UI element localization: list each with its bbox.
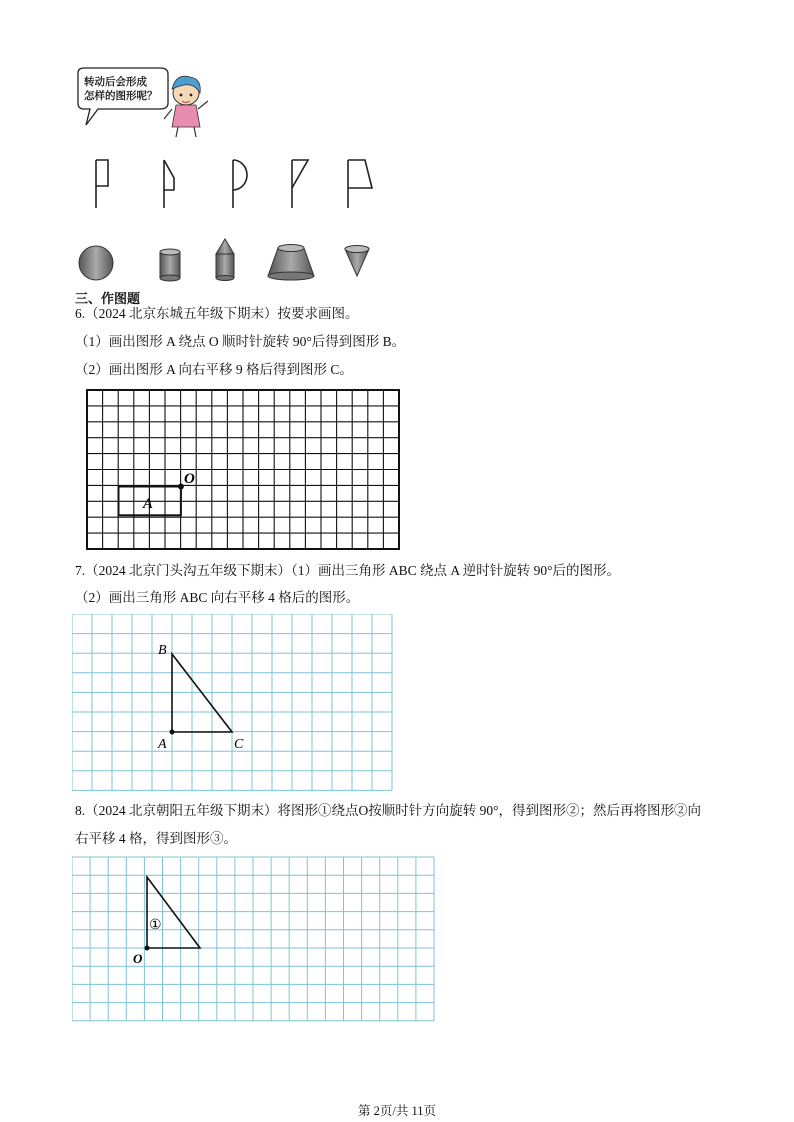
page-footer: 第 2页/共 11页: [357, 1104, 436, 1118]
sphere-icon: [79, 246, 113, 280]
inverted-cone-icon: [345, 246, 369, 277]
flag-triangle-rect-shape: [164, 160, 174, 208]
q8-point-O: [145, 946, 150, 951]
q6-point-O: [178, 484, 184, 490]
rotation-flag-shapes: [80, 150, 390, 215]
bubble-line-2: 怎样的图形呢？: [84, 90, 158, 102]
girl-character-icon: [164, 76, 208, 137]
q6-grid-figure: [84, 386, 404, 556]
rotation-solid-shapes: [72, 236, 392, 286]
cylinder-icon: [160, 249, 180, 281]
q6-part2: （2）画出图形 A 向右平移 9 格后得到图形 C。: [75, 362, 353, 377]
q8-part2: 右平移 4 格，得到图形③。: [75, 831, 237, 846]
q8-title: 8.（2024 北京朝阳五年级下期末）将图形①绕点O按顺时针方向旋转 90°，得到图形②；然后再将图形②向: [75, 803, 702, 818]
flag-trapezoid-shape: [348, 160, 372, 208]
q7-label-A: A: [158, 737, 167, 752]
section-title: 三、作图题: [75, 291, 141, 306]
flag-triangle-shape: [292, 160, 308, 208]
q8-label-O: O: [133, 951, 143, 966]
cone-cylinder-icon: [216, 239, 234, 281]
q7-point-A: [170, 730, 175, 735]
q7-triangle-ABC: [172, 654, 232, 732]
q7-label-B: B: [158, 643, 167, 658]
q8-shape-1: [147, 877, 200, 948]
flag-rectangle-shape: [96, 160, 108, 208]
frustum-icon: [268, 245, 314, 281]
speech-bubble-text: [84, 75, 158, 103]
q6-label-O: O: [184, 471, 195, 487]
bubble-line-1: 转动后会形成: [84, 76, 147, 88]
q6-title: 6.（2024 北京东城五年级下期末）按要求画图。: [75, 306, 359, 321]
q8-grid-figure: [72, 855, 440, 1025]
q6-label-A: A: [143, 496, 154, 512]
q7-label-C: C: [234, 737, 244, 752]
q7-grid-figure: [72, 614, 394, 796]
q8-label-1: ①: [149, 918, 162, 933]
q8-grid: [72, 857, 434, 1021]
q7-title: 7.（2024 北京门头沟五年级下期末）（1）画出三角形 ABC 绕点 A 逆时针旋转 90°后的图形。: [75, 563, 621, 578]
q7-grid: [72, 614, 392, 790]
q6-grid: [87, 390, 399, 549]
flag-semicircle-shape: [233, 160, 247, 208]
q7-part2: （2）画出三角形 ABC 向右平移 4 格后的图形。: [75, 590, 360, 605]
q6-part1: （1）画出图形 A 绕点 O 顺时针旋转 90°后得到图形 B。: [75, 334, 406, 349]
